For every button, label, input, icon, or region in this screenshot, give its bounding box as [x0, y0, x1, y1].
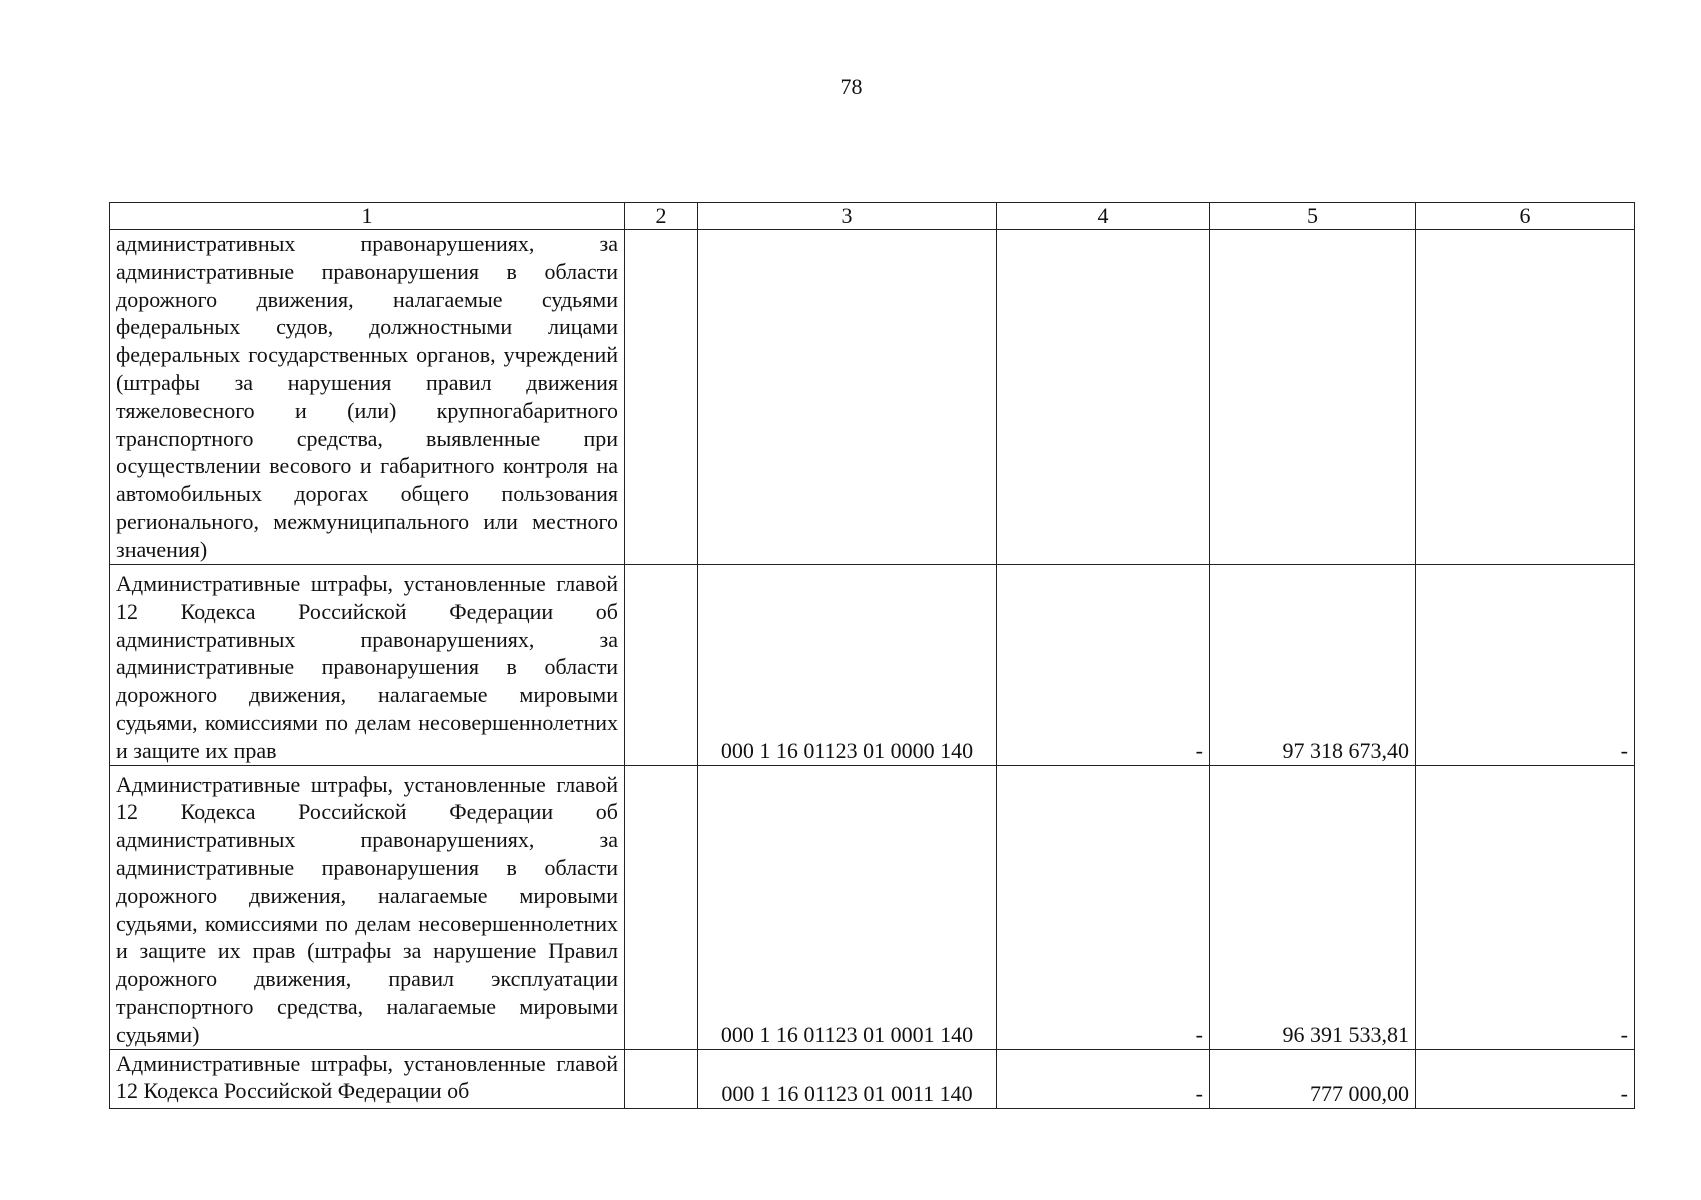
row-col5: 97 318 673,40: [1210, 564, 1416, 765]
row-col2: [625, 1049, 698, 1108]
column-header-2: 2: [625, 203, 698, 230]
column-header-6: 6: [1416, 203, 1635, 230]
row-description: Административные штрафы, установленные главой 12 Кодекса Российской Федерации об административных правонарушениях, за административные правонарушения в области дорожного движения, налагаемые мировыми судьями, комиссиями по делам несовершеннолетних и защите их прав: [110, 564, 625, 765]
row-description: Административные штрафы, установленные главой 12 Кодекса Российской Федерации об: [110, 1049, 625, 1108]
column-header-4: 4: [997, 203, 1210, 230]
table-row: [110, 230, 1635, 565]
row-col4: -: [997, 1049, 1210, 1108]
row-col4: -: [997, 564, 1210, 765]
column-header-5: 5: [1210, 203, 1416, 230]
row-col6: -: [1416, 564, 1635, 765]
row-col6: -: [1416, 1049, 1635, 1108]
table-header-row: [110, 203, 1635, 230]
row-col5: [1210, 230, 1416, 565]
row-code: [698, 230, 997, 565]
row-code: 000 1 16 01123 01 0011 140: [698, 1049, 997, 1108]
row-col4: -: [997, 765, 1210, 1049]
row-col5: 96 391 533,81: [1210, 765, 1416, 1049]
table-row: [110, 1049, 1635, 1108]
row-col2: [625, 564, 698, 765]
row-description: Административные штрафы, установленные главой 12 Кодекса Российской Федерации об административных правонарушениях, за административные правонарушения в области дорожного движения, налагаемые мировыми судьями, комиссиями по делам несовершеннолетних и защите их прав (штрафы за нарушение Правил дорожного движения, правил эксплуатации транспортного средства, налагаемые мировыми судьями): [110, 765, 625, 1049]
row-col6: [1416, 230, 1635, 565]
row-col4: [997, 230, 1210, 565]
row-col6: -: [1416, 765, 1635, 1049]
row-col2: [625, 765, 698, 1049]
row-code: 000 1 16 01123 01 0001 140: [698, 765, 997, 1049]
column-header-1: 1: [110, 203, 625, 230]
budget-table: [109, 202, 1635, 1109]
table-row: [110, 765, 1635, 1049]
row-col5: 777 000,00: [1210, 1049, 1416, 1108]
page-number: 78: [840, 74, 863, 99]
row-code: 000 1 16 01123 01 0000 140: [698, 564, 997, 765]
row-col2: [625, 230, 698, 565]
row-description: административных правонарушениях, за административные правонарушения в области дорожного движения, налагаемые судьями федеральных судов, должностными лицами федеральных государственных органов, учреждений (штрафы за нарушения правил движения тяжеловесного и (или) крупногабаритного транспортного средства, выявленные при осуществлении весового и габаритного контроля на автомобильных дорогах общего пользования регионального, межмуниципального или местного значения): [110, 230, 625, 565]
column-header-3: 3: [698, 203, 997, 230]
table-row: [110, 564, 1635, 765]
